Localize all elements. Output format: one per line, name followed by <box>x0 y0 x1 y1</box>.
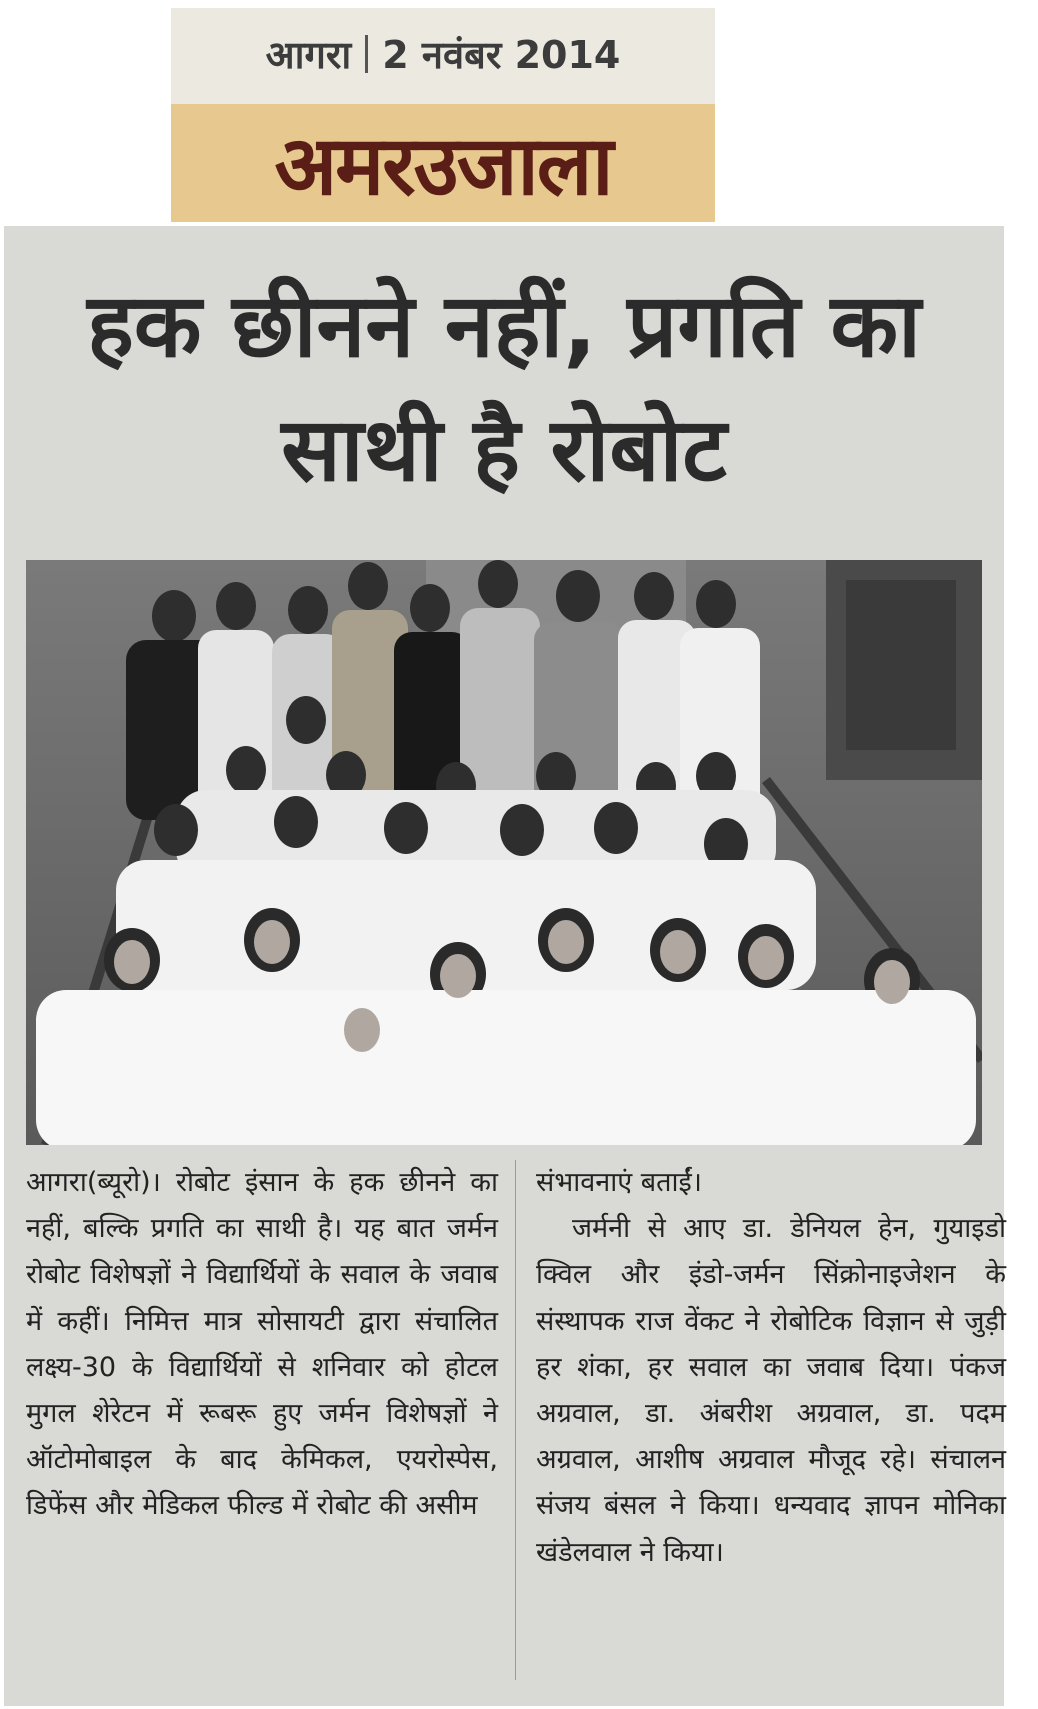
column-divider <box>515 1160 516 1680</box>
dateline-date: 2 नवंबर 2014 <box>382 33 621 77</box>
article-body-right-para-1: संभावनाएं बताईं। <box>536 1167 703 1198</box>
newspaper-logo <box>171 104 715 222</box>
article-body-right-para-2: जर्मनी से आए डा. डेनियल हेन, गुयाइडो क्विल और इंडो-जर्मन सिंक्रोनाइजेशन के संस्थापक राज वेंकट ने रोबोटिक विज्ञान से जुड़ी हर शंका, हर सवाल का जवाब दिया। पंकज अग्रवाल, डा. अंबरीश अग्रवाल, डा. पदम अग्रवाल, आशीष अग्रवाल मौजूद रहे। संचालन संजय बंसल ने किया। धन्यवाद ज्ञापन मोनिका खंडेलवाल ने किया। <box>536 1213 1006 1568</box>
article-clipping <box>4 226 1004 1706</box>
newspaper-name: अमरउजाला <box>274 119 612 214</box>
dateline <box>171 8 715 100</box>
dateline-separator <box>365 35 368 73</box>
group-photo-illustration <box>26 560 982 1145</box>
dateline-city: आगरा <box>265 33 352 77</box>
article-headline: हक छीनने नहीं, प्रगति का साथी है रोबोट <box>87 274 921 501</box>
group-photo-icon <box>26 560 982 1145</box>
masthead <box>171 8 715 222</box>
article-body-right <box>536 1160 1006 1576</box>
article-body-left: आगरा(ब्यूरो)। रोबोट इंसान के हक छीनने का नहीं, बल्कि प्रगति का साथी है। यह बात जर्मन रोबोट विशेषज्ञों ने विद्यार्थियों के सवाल के जवाब में कहीं। निमित्त मात्र सोसायटी द्वारा संचालित लक्ष्य-30 के विद्यार्थियों से शनिवार को होटल मुगल शेरेटन में रूबरू हुए जर्मन विशेषज्ञों ने ऑटोमोबाइल के बाद केमिकल, एयरोस्पेस, डिफेंस और मेडिकल फील्ड में रोबोट की असीम <box>26 1167 498 1522</box>
